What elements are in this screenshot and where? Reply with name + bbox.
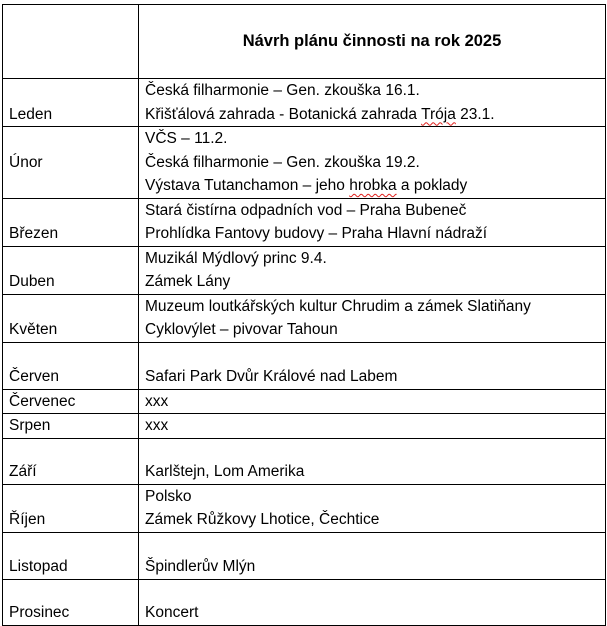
- activities-cell: [139, 79, 606, 127]
- table-row: [3, 484, 606, 532]
- activities-cell: [139, 389, 606, 414]
- spellcheck-word: hrobka: [349, 177, 397, 194]
- month-cell: Únor: [3, 127, 139, 199]
- month-cell: Červen: [3, 342, 139, 389]
- table-row: [3, 294, 606, 342]
- table-row: [3, 389, 606, 414]
- activity-line: Česká filharmonie – Gen. zkouška 16.1.: [145, 82, 420, 99]
- activity-line: Muzikál Mýdlový princ 9.4.: [145, 249, 327, 267]
- activity-line: Koncert: [145, 604, 199, 621]
- activity-line: Muzeum loutkářských kultur Chrudim a zámek Slatiňany: [145, 297, 531, 315]
- activity-line: Zámek Lány: [145, 273, 231, 290]
- activities-cell: [139, 532, 606, 579]
- table-row: [3, 79, 606, 127]
- table-row: [3, 579, 606, 625]
- month-cell: Říjen: [3, 484, 139, 532]
- month-cell: Leden: [3, 79, 139, 127]
- month-cell: Březen: [3, 198, 139, 246]
- activity-line: Stará čistírna odpadních vod – Praha Bubeneč: [145, 201, 467, 219]
- activities-cell: [139, 579, 606, 625]
- activity-line: Polsko: [145, 487, 192, 505]
- spellcheck-word: Trója: [421, 105, 456, 123]
- table-row: [3, 532, 606, 579]
- activities-cell: [139, 342, 606, 389]
- activities-cell: [139, 127, 606, 199]
- month-cell: Listopad: [3, 532, 139, 579]
- month-cell: Duben: [3, 246, 139, 294]
- table-row: [3, 438, 606, 484]
- table-row: [3, 127, 606, 199]
- activity-line: Cyklovýlet – pivovar Tahoun: [145, 321, 338, 338]
- activity-line: Zámek Růžkovy Lhotice, Čechtice: [145, 511, 380, 528]
- table-row: [3, 414, 606, 439]
- month-cell: Srpen: [3, 414, 139, 439]
- activities-cell: [139, 438, 606, 484]
- month-cell: Prosinec: [3, 579, 139, 625]
- table-header-row: [3, 5, 606, 79]
- table-row: [3, 342, 606, 389]
- activity-line: [145, 103, 605, 127]
- activity-line: Karlštejn, Lom Amerika: [145, 463, 305, 480]
- month-cell: Září: [3, 438, 139, 484]
- activities-cell: [139, 484, 606, 532]
- activities-cell: [139, 246, 606, 294]
- activities-cell: [139, 198, 606, 246]
- table-row: [3, 246, 606, 294]
- activity-line: Prohlídka Fantovy budovy – Praha Hlavní nádraží: [145, 225, 488, 242]
- activity-text: a poklady: [396, 177, 468, 194]
- activities-cell: [139, 414, 606, 439]
- activity-text: Výstava Tutanchamon – jeho: [145, 177, 350, 194]
- activity-line: xxx: [145, 392, 169, 410]
- activity-plan-table: [2, 4, 606, 626]
- month-cell: Červenec: [3, 389, 139, 414]
- activity-line: xxx: [145, 417, 169, 434]
- table-title: Návrh plánu činnosti na rok 2025: [139, 5, 606, 79]
- table-row: [3, 198, 606, 246]
- activities-cell: [139, 294, 606, 342]
- activity-line: VČS – 11.2.: [145, 130, 228, 147]
- activity-line: Safari Park Dvůr Králové nad Labem: [145, 368, 398, 385]
- activity-text: 23.1.: [455, 105, 495, 123]
- activity-line: [145, 174, 605, 198]
- activity-line: Česká filharmonie – Gen. zkouška 19.2.: [145, 153, 420, 171]
- month-cell: Květen: [3, 294, 139, 342]
- activity-line: Špindlerův Mlýn: [145, 558, 256, 575]
- header-empty-cell: [3, 5, 139, 79]
- activity-text: Křišťálová zahrada - Botanická zahrada: [145, 105, 422, 123]
